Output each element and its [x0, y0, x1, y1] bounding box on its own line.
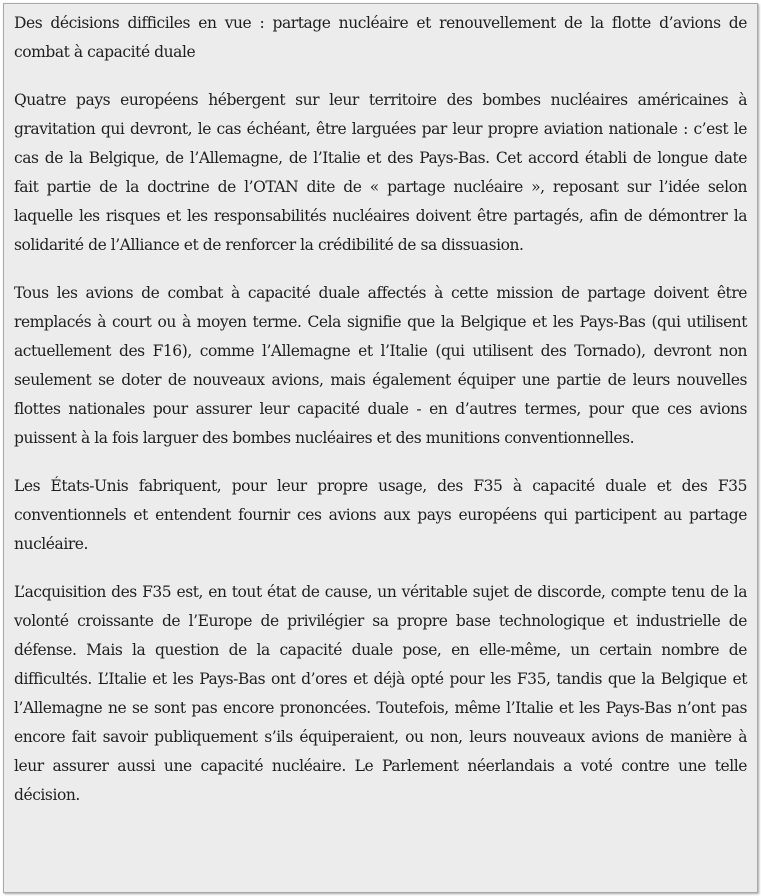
paragraph: Les États-Unis fabriquent, pour leur propre usage, des F35 à capacité duale et des F35 conventionnels et entendent fournir ces avions aux pays européens qui participent au partage nucléaire.: [14, 477, 747, 553]
paragraph: Tous les avions de combat à capacité duale affectés à cette mission de partage doivent être remplacés à court ou à moyen terme. Cela signifie que la Belgique et les Pays-Bas (qui utilisent actuellement des F16), comme l’Allemagne et l’Italie (qui utilisent des Tornado), devront non seulement se doter de nouveaux avions, mais également équiper une partie de leurs nouvelles flottes nationales pour assurer leur capacité duale - en d’autres termes, pour que ces avions puissent à la fois larguer des bombes nucléaires et des munitions conventionnelles.: [14, 284, 747, 447]
paragraph: L’acquisition des F35 est, en tout état de cause, un véritable sujet de discorde, compte tenu de la volonté croissante de l’Europe de privilégier sa propre base technologique et industrielle de défense. Mais la question de la capacité duale pose, en elle-même, un certain nombre de difficultés. L’Italie et les Pays-Bas ont d’ores et déjà opté pour les F35, tandis que la Belgique et l’Allemagne ne se sont pas encore prononcées. Toutefois, même l’Italie et les Pays-Bas n’ont pas encore fait savoir publiquement s’ils équiperaient, ou non, leurs nouveaux avions de manière à leur assurer aussi une capacité nucléaire. Le Parlement néerlandais a voté contre une telle décision.: [14, 583, 747, 804]
paragraph-heading: Des décisions difficiles en vue : partage nucléaire et renouvellement de la flotte d’avions de combat à capacité duale: [14, 14, 747, 61]
text-excerpt-box: [3, 3, 758, 893]
paragraph: Quatre pays européens hébergent sur leur territoire des bombes nucléaires américaines à gravitation qui devront, le cas échéant, être larguées par leur propre aviation nationale : c’est le cas de la Belgique, de l’Allemagne, de l’Italie et des Pays-Bas. Cet accord établi de longue date fait partie de la doctrine de l’OTAN dite de « partage nucléaire », reposant sur l’idée selon laquelle les risques et les responsabilités nucléaires doivent être partagés, afin de démontrer la solidarité de l’Alliance et de renforcer la crédibilité de sa dissuasion.: [14, 91, 747, 254]
